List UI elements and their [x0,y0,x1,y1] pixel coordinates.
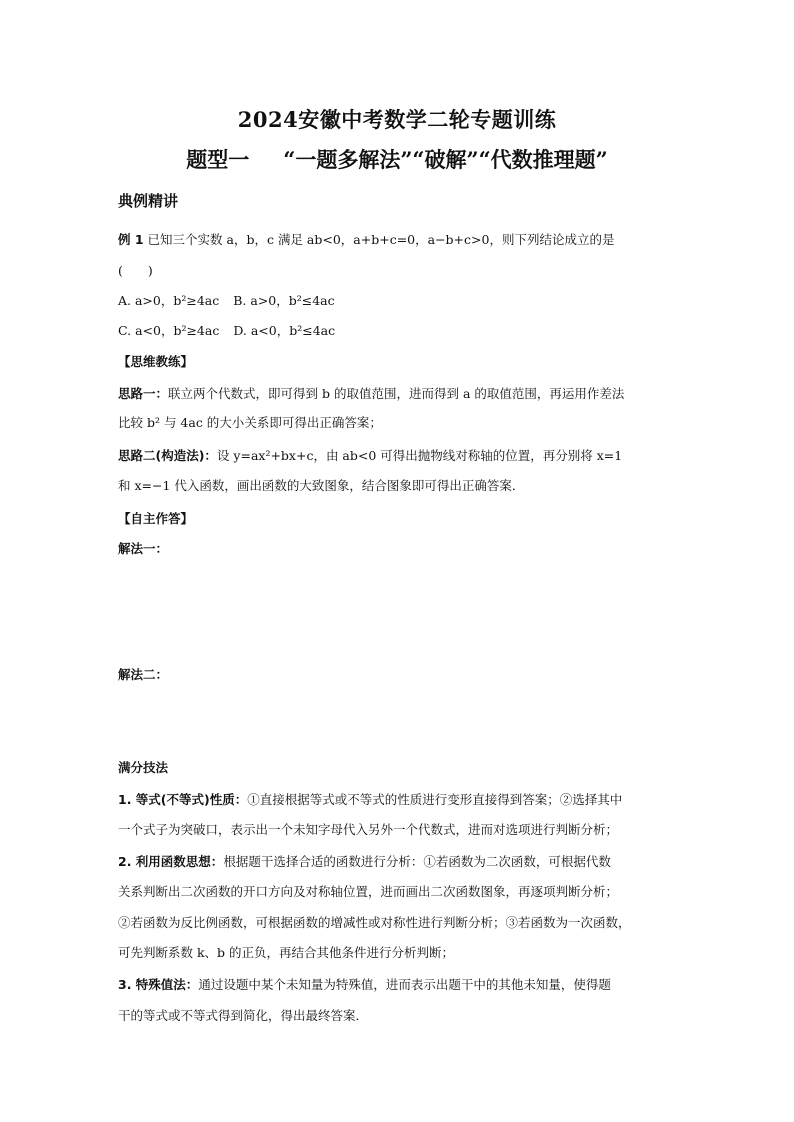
tip-two-text-1: 根据题干选择合适的函数进行分析：①若函数为二次函数，可根据代数 [223,854,611,869]
tip-three-text-1: 通过设题中某个未知量为特殊值，进而表示出题干中的其他未知量，使得题 [198,977,611,992]
example-label: 例 1 [118,232,144,247]
idea-two-line-2: 和 x=−1 代入函数，画出函数的大致图象，结合图象即可得出正确答案． [118,478,525,493]
tip-three-line-2: 干的等式或不等式得到简化，得出最终答案． [118,1008,369,1023]
document-title: 2024安徽中考数学二轮专题训练 [237,107,557,132]
example-answer-paren: ( ) [118,263,153,278]
idea-two-line-1 [118,446,678,466]
option-d: D. a<0，b²≤4ac [233,323,336,338]
tip-three-line-1 [118,975,678,995]
tip-one-label: 1. 等式(不等式)性质： [118,792,248,807]
options-row-1 [118,291,678,311]
tip-two-line-1 [118,852,678,872]
tips-header: 满分技法 [118,760,169,775]
section-heading-example: 典例精讲 [118,192,179,210]
options-row-2 [118,321,678,341]
idea-one-line-1 [118,384,678,404]
tip-one-line-2: 一个式子为突破口，表示出一个未知字母代入另外一个代数式，进而对选项进行判断分析； [118,822,619,837]
example-text: 已知三个实数 a，b，c 满足 ab<0，a+b+c=0，a−b+c>0，则下列结论成立的是 [143,232,615,247]
method-two-label: 解法二： [118,667,169,682]
subtitle-prefix: 题型一 [186,147,250,172]
tip-three-label: 3. 特殊值法： [118,977,199,992]
document-subtitle [0,144,794,174]
option-a: A. a>0，b²≥4ac [118,293,220,308]
thinking-coach-header: 【思维教练】 [118,354,194,369]
idea-one-text-1: 联立两个代数式，即可得到 b 的取值范围，进而得到 a 的取值范围，再运用作差法 [168,386,625,401]
tip-one-line-1 [118,790,678,810]
option-b: B. a>0，b²≤4ac [233,293,335,308]
example-question-line [118,230,678,250]
idea-one-label: 思路一： [118,386,169,401]
tip-two-line-4: 可先判断系数 k、b 的正负，再结合其他条件进行分析判断； [118,945,455,960]
idea-two-label: 思路二(构造法)： [118,448,217,463]
tip-two-label: 2. 利用函数思想： [118,854,224,869]
self-answer-header: 【自主作答】 [118,511,194,526]
tip-two-line-2: 关系判断出二次函数的开口方向及对称轴位置，进而画出二次函数图象，再逐项判断分析； [118,884,619,899]
idea-one-line-2: 比较 b² 与 4ac 的大小关系即可得出正确答案； [118,415,382,430]
method-one-label: 解法一： [118,541,169,556]
option-c: C. a<0，b²≥4ac [118,323,220,338]
subtitle-main: “一题多解法”“破解”“代数推理题” [283,147,608,172]
tip-two-line-3: ②若函数为反比例函数，可根据函数的增减性或对称性进行判断分析；③若函数为一次函数， [118,915,631,930]
idea-two-text-1: 设 y=ax²+bx+c，由 ab<0 可得出抛物线对称轴的位置，再分别将 x=1 [216,448,623,463]
tip-one-text-1: ①直接根据等式或不等式的性质进行变形直接得到答案；②选择其中 [247,792,623,807]
